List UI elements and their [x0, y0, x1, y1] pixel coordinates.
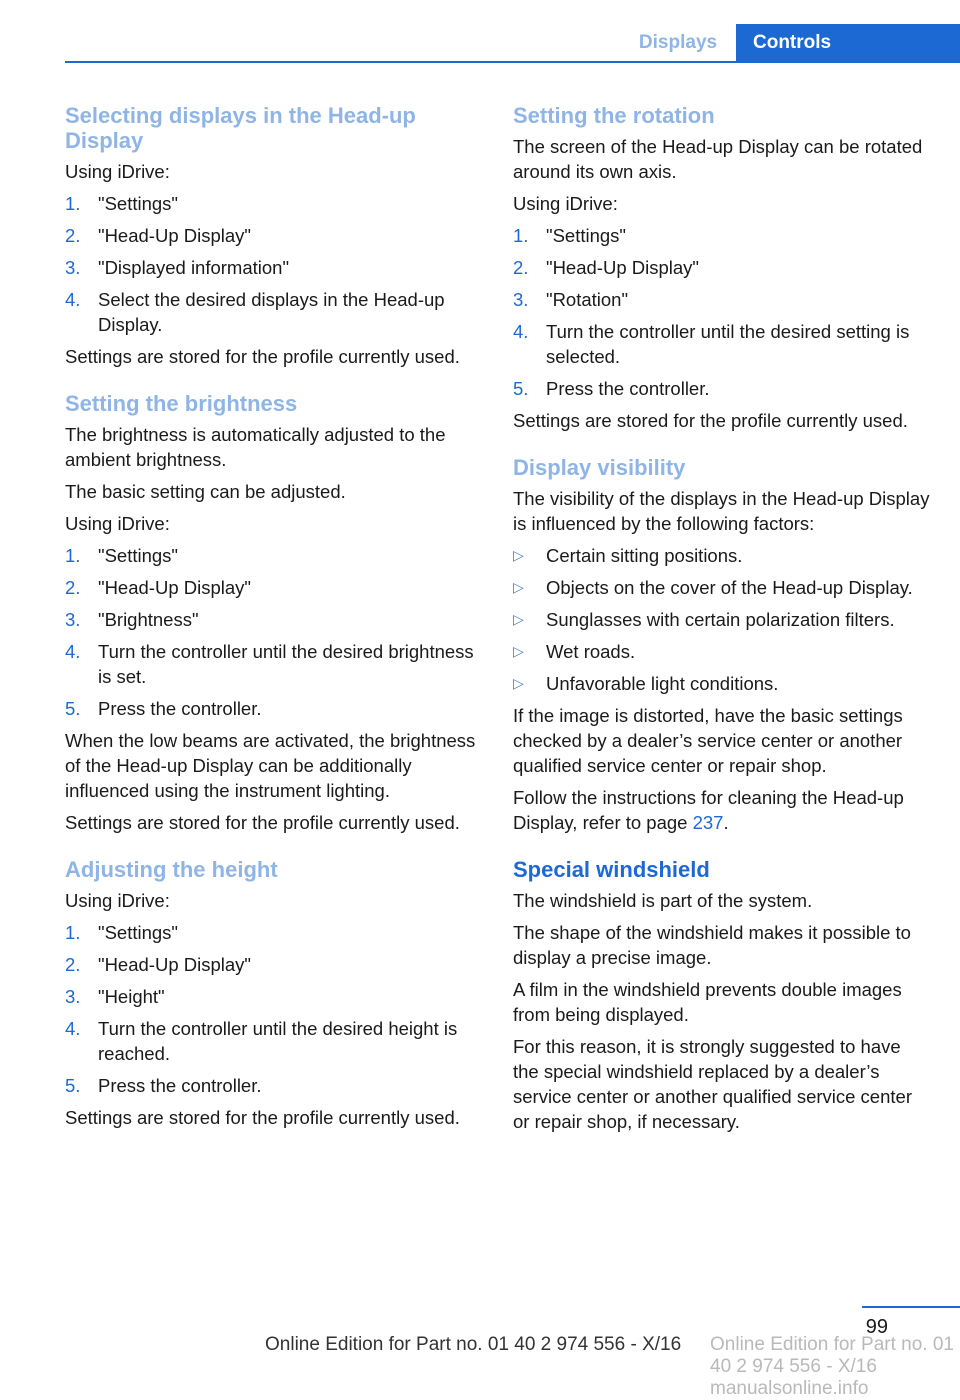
step-number: 1.: [65, 545, 81, 566]
list-item: [513, 671, 931, 696]
paragraph-text: Follow the instructions for cleaning the Head-up Display, refer to page: [513, 787, 904, 833]
steps-list: [65, 191, 481, 337]
paragraph: For this reason, it is strongly suggested to have the special windshield replaced by a dealer’s service center or another qualified service center or repair shop, if necessary.: [513, 1036, 912, 1132]
paragraph: The shape of the windshield makes it possible to display a precise image.: [513, 922, 911, 968]
step-number: 4.: [65, 1018, 81, 1039]
list-item: [65, 1073, 481, 1098]
header-tab-controls: Controls: [736, 24, 960, 61]
bullet-triangle-icon: ▷: [513, 547, 524, 563]
step-text: "Settings": [98, 922, 178, 943]
list-item: [513, 319, 931, 369]
paragraph: Settings are stored for the profile currently used.: [65, 346, 460, 367]
list-item: [65, 255, 481, 280]
paragraph-text: .: [723, 812, 729, 833]
bullet-triangle-icon: ▷: [513, 643, 524, 659]
step-text: Select the desired displays in the Head-up Display.: [98, 289, 445, 335]
list-item: [513, 575, 931, 600]
section-setting-brightness: [65, 391, 481, 835]
footer-watermark: Online Edition for Part no. 01 40 2 974 556 - X/16 manualsonline.info: [710, 1334, 954, 1399]
section-special-windshield: [513, 857, 931, 1134]
steps-list: [513, 223, 931, 401]
bullet-triangle-icon: ▷: [513, 675, 524, 691]
step-text: Press the controller.: [98, 698, 262, 719]
paragraph: The screen of the Head-up Display can be rotated around its own axis.: [513, 136, 923, 182]
step-text: "Displayed information": [98, 257, 290, 278]
left-column: [65, 103, 481, 1137]
list-item: [513, 376, 931, 401]
step-number: 5.: [513, 378, 529, 399]
step-text: Turn the controller until the desired setting is selected.: [546, 321, 910, 367]
list-item: [65, 696, 481, 721]
step-text: Press the controller.: [546, 378, 710, 399]
list-item: [65, 984, 481, 1009]
step-text: "Rotation": [546, 289, 629, 310]
paragraph: When the low beams are activated, the brightness of the Head-up Display can be additionally influenced using the instrument lighting.: [65, 730, 476, 801]
bullet-text: Unfavorable light conditions.: [546, 673, 779, 694]
paragraph: Settings are stored for the profile currently used.: [65, 812, 460, 833]
paragraph: A film in the windshield prevents double images from being displayed.: [513, 979, 902, 1025]
section-setting-rotation: [513, 103, 931, 433]
step-text: "Height": [98, 986, 165, 1007]
bullet-text: Sunglasses with certain polarization filters.: [546, 609, 895, 630]
bullet-text: Certain sitting positions.: [546, 545, 743, 566]
step-number: 4.: [65, 641, 81, 662]
bullet-text: Wet roads.: [546, 641, 636, 662]
page-reference-link[interactable]: 237: [692, 812, 724, 833]
paragraph: The brightness is automatically adjusted to the ambient brightness.: [65, 424, 446, 470]
step-text: "Settings": [98, 193, 178, 214]
page-number: 99: [865, 1316, 888, 1338]
step-number: 2.: [65, 577, 81, 598]
list-item: [65, 575, 481, 600]
step-text: "Head-Up Display": [546, 257, 699, 278]
list-item: [65, 952, 481, 977]
list-item: [65, 920, 481, 945]
page-number-rule: [862, 1306, 960, 1308]
list-item: [513, 639, 931, 664]
step-number: 2.: [65, 225, 81, 246]
header-rule: [65, 61, 960, 63]
header-tab-displays: Displays: [638, 31, 718, 53]
step-text: "Settings": [98, 545, 178, 566]
steps-list: [65, 543, 481, 721]
step-number: 3.: [65, 609, 81, 630]
paragraph: Using iDrive:: [513, 193, 618, 214]
steps-list: [65, 920, 481, 1098]
list-item: [65, 1016, 481, 1066]
step-text: "Head-Up Display": [98, 954, 251, 975]
list-item: [65, 287, 481, 337]
step-text: Turn the controller until the desired brightness is set.: [98, 641, 474, 687]
paragraph: The visibility of the displays in the Head-up Display is influenced by the following factors:: [513, 488, 930, 534]
step-number: 3.: [65, 986, 81, 1007]
paragraph: The windshield is part of the system.: [513, 890, 813, 911]
section-heading: Adjusting the height: [65, 857, 278, 882]
step-number: 2.: [65, 954, 81, 975]
paragraph: The basic setting can be adjusted.: [65, 481, 346, 502]
bullet-text: Objects on the cover of the Head-up Display.: [546, 577, 913, 598]
step-number: 5.: [65, 698, 81, 719]
step-number: 5.: [65, 1075, 81, 1096]
paragraph: If the image is distorted, have the basic settings checked by a dealer’s service center or another qualified service center or repair shop.: [513, 705, 903, 776]
step-number: 4.: [513, 321, 529, 342]
step-number: 1.: [65, 193, 81, 214]
list-item: [65, 543, 481, 568]
bullet-triangle-icon: ▷: [513, 579, 524, 595]
paragraph: [513, 785, 931, 835]
list-item: [65, 223, 481, 248]
list-item: [513, 543, 931, 568]
paragraph: Using iDrive:: [65, 890, 170, 911]
list-item: [513, 223, 931, 248]
step-number: 3.: [513, 289, 529, 310]
section-heading: Setting the brightness: [65, 391, 298, 416]
section-display-visibility: [513, 455, 931, 835]
paragraph: Using iDrive:: [65, 161, 170, 182]
step-text: Press the controller.: [98, 1075, 262, 1096]
step-text: "Head-Up Display": [98, 577, 251, 598]
list-item: [65, 639, 481, 689]
bullet-triangle-icon: ▷: [513, 611, 524, 627]
step-number: 1.: [65, 922, 81, 943]
list-item: [65, 607, 481, 632]
step-text: Turn the controller until the desired height is reached.: [98, 1018, 458, 1064]
section-heading: Special windshield: [513, 857, 710, 882]
list-item: [65, 191, 481, 216]
bullet-list: [513, 543, 931, 696]
section-heading: Setting the rotation: [513, 103, 715, 128]
paragraph: Settings are stored for the profile currently used.: [513, 410, 908, 431]
section-heading: Selecting displays in the Head-up Display: [65, 103, 416, 153]
step-number: 1.: [513, 225, 529, 246]
step-number: 2.: [513, 257, 529, 278]
step-text: "Settings": [546, 225, 626, 246]
right-column: [513, 103, 931, 1141]
paragraph: Settings are stored for the profile currently used.: [65, 1107, 460, 1128]
list-item: [513, 287, 931, 312]
step-text: "Head-Up Display": [98, 225, 251, 246]
step-number: 4.: [65, 289, 81, 310]
list-item: [513, 255, 931, 280]
paragraph: Using iDrive:: [65, 513, 170, 534]
step-number: 3.: [65, 257, 81, 278]
footer-edition: Online Edition for Part no. 01 40 2 974 556 - X/16: [265, 1334, 682, 1355]
list-item: [513, 607, 931, 632]
section-heading: Display visibility: [513, 455, 686, 480]
step-text: "Brightness": [98, 609, 199, 630]
section-adjusting-height: [65, 857, 481, 1130]
section-selecting-displays: [65, 103, 481, 369]
